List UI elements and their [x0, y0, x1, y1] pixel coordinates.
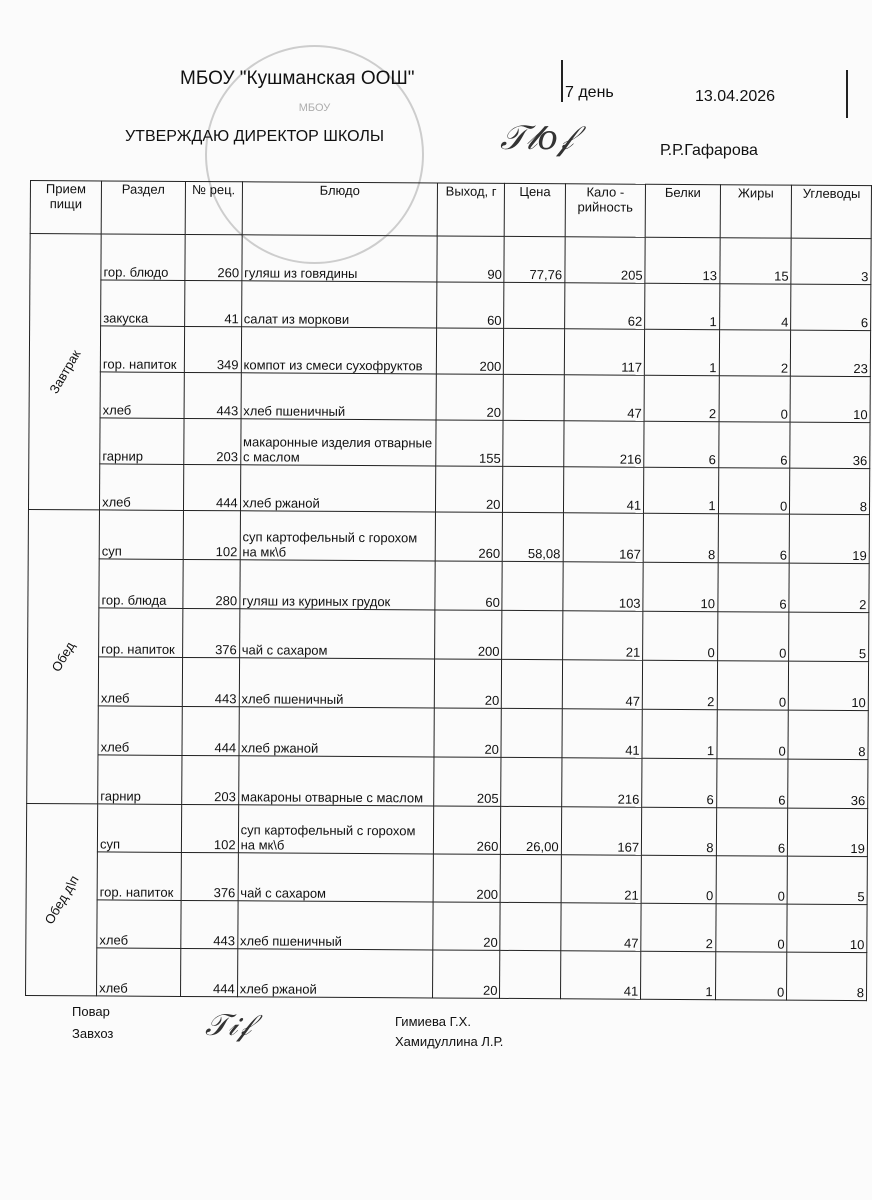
storekeeper-label: Завхоз [72, 1026, 114, 1041]
column-header: Блюдо [242, 182, 438, 236]
meal-name: Обед [48, 639, 78, 675]
dish-cell: гуляш из куриных грудок [240, 560, 436, 610]
fat-cell: 0 [717, 710, 789, 759]
fat-cell: 0 [717, 612, 789, 661]
calories-cell: 167 [561, 807, 642, 855]
protein-cell: 8 [642, 807, 717, 855]
director-signature: 𝒯𝓁𝑜𝒻 [500, 118, 573, 158]
fat-cell: 6 [717, 563, 789, 612]
dish-cell: суп картофельный с горохом на мк\б [240, 511, 436, 561]
fat-cell: 15 [719, 238, 791, 284]
table-row [27, 705, 868, 759]
recipe-cell: 203 [183, 418, 240, 464]
carbs-cell: 8 [787, 952, 867, 1000]
yield-cell: 90 [437, 236, 505, 282]
column-header: № рец. [185, 181, 242, 234]
table-row [29, 326, 870, 377]
price-cell [501, 854, 562, 902]
column-header: Прием пищи [30, 181, 101, 234]
carbs-cell: 10 [787, 904, 867, 952]
section-cell: гор. напиток [97, 852, 181, 901]
table-row [27, 754, 868, 808]
calories-cell: 41 [560, 951, 641, 999]
carbs-cell: 6 [791, 284, 871, 330]
recipe-cell: 203 [181, 755, 238, 804]
section-cell: хлеб [98, 706, 182, 756]
yield-cell: 20 [436, 374, 504, 420]
cook-label: Повар [72, 1004, 110, 1019]
dish-cell: хлеб пшеничный [239, 658, 435, 708]
carbs-cell: 10 [790, 376, 870, 422]
day-label: 7 день [565, 84, 614, 101]
meal-cell [27, 509, 100, 803]
table-row [28, 558, 869, 612]
carbs-cell: 8 [788, 710, 868, 759]
protein-cell: 10 [643, 562, 718, 611]
price-cell [502, 561, 563, 610]
fat-cell: 4 [719, 284, 791, 330]
menu-table [25, 180, 872, 1001]
dish-cell: хлеб пшеничный [241, 373, 437, 420]
carbs-cell: 8 [790, 468, 870, 514]
section-cell: гор. блюдо [101, 234, 185, 281]
school-title: МБОУ "Кушманская ООШ" [180, 68, 415, 89]
yield-cell: 20 [432, 950, 500, 998]
price-cell [501, 708, 562, 757]
meal-name: Завтрак [46, 347, 84, 397]
table-row [26, 851, 867, 904]
carbs-cell: 5 [789, 612, 869, 661]
calories-cell: 47 [564, 375, 645, 421]
section-cell: гор. блюда [99, 559, 183, 609]
dish-cell: гуляш из говядины [242, 235, 438, 282]
carbs-cell: 23 [791, 330, 871, 376]
recipe-cell: 376 [182, 608, 239, 657]
column-header: Углеводы [791, 185, 871, 238]
protein-cell: 1 [642, 709, 717, 758]
dish-cell: компот из смеси сухофруктов [241, 327, 437, 374]
storekeeper-name: Хамидуллина Л.Р. [395, 1034, 504, 1049]
recipe-cell: 443 [180, 900, 237, 948]
price-cell [503, 466, 564, 512]
approve-heading: УТВЕРЖДАЮ ДИРЕКТОР ШКОЛЫ [125, 128, 385, 145]
fat-cell: 0 [715, 904, 787, 952]
price-cell [504, 282, 565, 328]
table-row [27, 656, 868, 710]
price-cell [502, 659, 563, 708]
section-cell: гор. напиток [99, 608, 183, 658]
section-cell: хлеб [100, 372, 184, 419]
divider [846, 70, 848, 118]
calories-cell: 21 [562, 611, 643, 660]
protein-cell: 1 [641, 951, 716, 999]
price-cell [503, 420, 564, 466]
protein-cell: 2 [641, 903, 716, 951]
yield-cell: 155 [436, 420, 504, 466]
yield-cell: 205 [434, 757, 502, 806]
meal-cell [28, 234, 101, 510]
table-row [28, 463, 869, 514]
yield-cell: 20 [434, 708, 502, 757]
calories-cell: 41 [562, 709, 643, 758]
price-cell [500, 950, 561, 998]
recipe-cell: 443 [184, 372, 241, 418]
table-row [29, 371, 870, 422]
section-cell: хлеб [100, 464, 184, 511]
table-row [26, 803, 867, 856]
section-cell: гарнир [100, 418, 184, 465]
recipe-cell: 349 [184, 326, 241, 372]
yield-cell: 60 [437, 282, 505, 328]
protein-cell: 2 [642, 660, 717, 709]
dish-cell: хлеб ржаной [239, 707, 435, 757]
section-cell: суп [99, 510, 183, 560]
yield-cell: 260 [435, 512, 503, 561]
protein-cell: 1 [645, 283, 720, 329]
section-cell: гор. напиток [100, 326, 184, 373]
calories-cell: 47 [560, 903, 641, 951]
carbs-cell: 19 [788, 808, 868, 856]
column-header: Белки [645, 184, 720, 237]
section-cell: хлеб [98, 657, 182, 707]
calories-cell: 62 [564, 283, 645, 329]
protein-cell: 6 [644, 421, 719, 467]
fat-cell: 0 [718, 468, 790, 514]
column-header: Кало - рийность [565, 184, 646, 237]
table-row [26, 947, 867, 1000]
recipe-cell: 280 [183, 559, 240, 608]
column-header: Цена [505, 183, 566, 236]
section-cell: суп [97, 804, 181, 853]
table-row [30, 280, 871, 331]
calories-cell: 47 [562, 660, 643, 709]
protein-cell: 1 [644, 329, 719, 375]
protein-cell: 2 [644, 375, 719, 421]
recipe-cell: 444 [182, 706, 239, 755]
section-cell: хлеб [97, 948, 181, 997]
carbs-cell: 36 [788, 759, 868, 808]
carbs-cell: 36 [790, 422, 870, 468]
column-header: Раздел [101, 181, 185, 235]
protein-cell: 0 [641, 855, 716, 903]
date-label: 13.04.2026 [695, 88, 776, 105]
recipe-cell: 102 [181, 804, 238, 852]
fat-cell: 6 [716, 759, 788, 808]
calories-cell: 167 [563, 513, 644, 562]
carbs-cell: 10 [789, 661, 869, 710]
recipe-cell: 102 [183, 510, 240, 559]
recipe-cell: 260 [185, 234, 242, 280]
table-row [28, 509, 869, 563]
yield-cell: 60 [435, 561, 503, 610]
divider [561, 60, 563, 102]
fat-cell: 6 [718, 422, 790, 468]
fat-cell: 6 [716, 808, 788, 856]
calories-cell: 117 [564, 329, 645, 375]
table-row [28, 607, 869, 661]
fat-cell: 2 [719, 330, 791, 376]
calories-cell: 216 [563, 421, 644, 467]
calories-cell: 103 [563, 562, 644, 611]
dish-cell: макароны отварные с маслом [238, 756, 434, 806]
section-cell: гарнир [98, 755, 182, 805]
price-cell [501, 757, 562, 806]
section-cell: хлеб [97, 900, 181, 949]
yield-cell: 20 [435, 466, 503, 512]
fat-cell: 0 [717, 661, 789, 710]
protein-cell: 13 [645, 237, 720, 283]
cook-signature: 𝒯𝒾𝒻 [205, 1008, 252, 1043]
calories-cell: 41 [563, 467, 644, 513]
recipe-cell: 443 [182, 657, 239, 706]
meal-name: Обед д\п [41, 872, 82, 927]
director-name: Р.Р.Гафарова [660, 142, 758, 159]
carbs-cell: 19 [789, 514, 869, 563]
stamp-text: МБОУ [298, 102, 331, 114]
carbs-cell: 3 [791, 238, 871, 284]
dish-cell: макаронные изделия отварные с маслом [240, 419, 436, 466]
yield-cell: 200 [436, 328, 504, 374]
price-cell [502, 610, 563, 659]
column-header: Выход, г [437, 183, 505, 236]
price-cell: 26,00 [501, 806, 562, 854]
meal-cell [26, 803, 98, 995]
recipe-cell: 376 [181, 852, 238, 900]
dish-cell: чай с сахаром [238, 853, 434, 902]
yield-cell: 200 [433, 854, 501, 902]
yield-cell: 260 [433, 806, 501, 854]
yield-cell: 200 [435, 610, 503, 659]
fat-cell: 6 [718, 514, 790, 563]
table-row [26, 899, 867, 952]
recipe-cell: 41 [184, 280, 241, 326]
calories-cell: 21 [561, 855, 642, 903]
yield-cell: 20 [433, 902, 501, 950]
carbs-cell: 2 [789, 563, 869, 612]
table-row [29, 417, 870, 468]
protein-cell: 0 [643, 611, 718, 660]
dish-cell: суп картофельный с горохом на мк\б [238, 805, 434, 854]
price-cell: 77,76 [504, 236, 565, 282]
fat-cell: 0 [715, 952, 787, 1000]
table-row [30, 234, 871, 285]
calories-cell: 216 [561, 758, 642, 807]
protein-cell: 6 [642, 758, 717, 807]
section-cell: закуска [101, 280, 185, 327]
price-cell [503, 374, 564, 420]
dish-cell: салат из моркови [241, 281, 437, 328]
price-cell: 58,08 [503, 512, 564, 561]
recipe-cell: 444 [180, 948, 237, 996]
fat-cell: 0 [716, 856, 788, 904]
carbs-cell: 5 [787, 856, 867, 904]
protein-cell: 8 [643, 513, 718, 562]
calories-cell: 205 [565, 237, 646, 283]
cook-name: Гимиева Г.Х. [395, 1014, 471, 1029]
dish-cell: хлеб ржаной [237, 949, 433, 998]
protein-cell: 1 [644, 467, 719, 513]
dish-cell: хлеб ржаной [240, 465, 436, 512]
yield-cell: 20 [434, 659, 502, 708]
dish-cell: хлеб пшеничный [237, 901, 433, 950]
column-header: Жиры [720, 185, 792, 238]
fat-cell: 0 [719, 376, 791, 422]
price-cell [504, 328, 565, 374]
dish-cell: чай с сахаром [239, 609, 435, 659]
price-cell [500, 902, 561, 950]
recipe-cell: 444 [183, 464, 240, 510]
